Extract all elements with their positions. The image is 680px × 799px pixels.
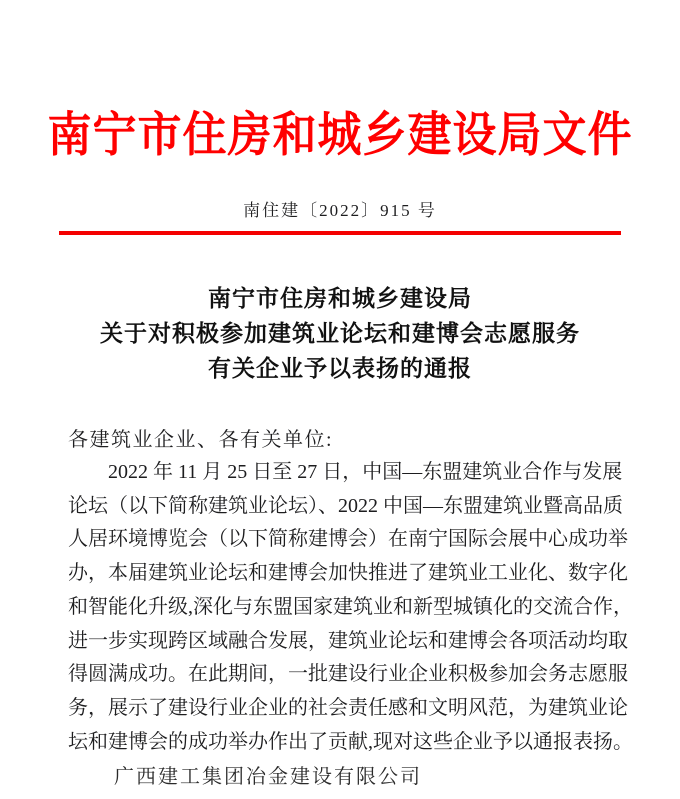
red-divider-rule [59, 231, 621, 235]
body-line: 坛和建博会的成功举办作出了贡献,现对这些企业予以通报表扬。 [68, 730, 633, 753]
body-line: 得圆满成功。在此期间，一批建设行业企业积极参加会务志愿服 [68, 663, 628, 686]
document-number: 南住建〔2022〕915 号 [243, 201, 437, 220]
document-title [0, 281, 680, 386]
salutation: 各建筑业企业、各有关单位: [68, 429, 334, 451]
document-title-line-3: 有关企业予以表扬的通报 [208, 356, 472, 381]
body-line: 和智能化升级,深化与东盟国家建筑业和新型城镇化的交流合作， [68, 595, 633, 618]
letterhead-title: 南宁市住房和城乡建设局文件 [47, 108, 633, 162]
body-line: 论坛（以下简称建筑业论坛）、2022 中国—东盟建筑业暨高品质 [68, 494, 623, 517]
body-line: 人居环境博览会（以下简称建博会）在南宁国际会展中心成功举 [68, 528, 628, 551]
body-line: 办，本届建筑业论坛和建博会加快推进了建筑业工业化、数字化 [68, 562, 628, 585]
body-line: 进一步实现跨区域融合发展，建筑业论坛和建博会各项活动均取 [68, 629, 628, 652]
document-title-line-1: 南宁市住房和城乡建设局 [208, 286, 472, 311]
body-line: 2022 年 11 月 25 日至 27 日，中国—东盟建筑业合作与发展 [108, 461, 623, 483]
document-title-line-2: 关于对积极参加建筑业论坛和建博会志愿服务 [100, 321, 580, 346]
commended-company-name: 广西建工集团冶金建设有限公司 [114, 766, 422, 788]
body-line: 务，展示了建设行业企业的社会责任感和文明风范，为建筑业论 [68, 696, 628, 719]
body-paragraph [68, 456, 633, 759]
